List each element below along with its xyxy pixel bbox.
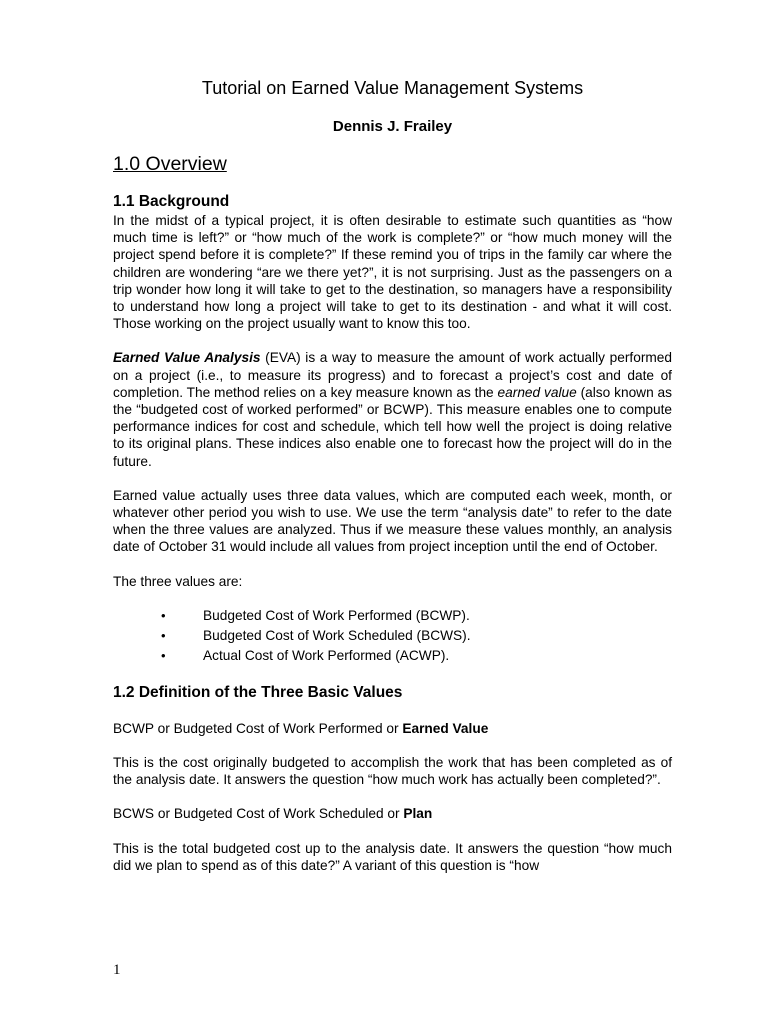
bcws-label-text: BCWS or Budgeted Cost of Work Scheduled or bbox=[113, 806, 404, 822]
bullet-glyph: • bbox=[161, 627, 166, 643]
paragraph-values-intro: The three values are: bbox=[113, 573, 243, 589]
paragraph-bcws-description: This is the total budgeted cost up to the analysis date. It answers the question “how much did we plan to spend as of this date?” A variant of this question is “how bbox=[113, 840, 672, 873]
subsection-heading-definitions: 1.2 Definition of the Three Basic Values bbox=[113, 683, 403, 701]
paragraph-three-values: Earned value actually uses three data values, which are computed each week, month, or whatever other period you wish to use. We use the term “analysis date” to refer to the date when the three values are analyzed. Thus if we measure these values monthly, an analysis date of October 31 would include all values from project inception until the end of October. bbox=[113, 487, 672, 555]
term-earned-value: earned value bbox=[497, 384, 577, 400]
page-content bbox=[113, 76, 672, 874]
paragraph-eva bbox=[113, 349, 672, 469]
bcws-bold-term: Plan bbox=[403, 806, 433, 822]
page-number: 1 bbox=[113, 962, 121, 978]
eva-text-b: (also known as the “budgeted cost of worked performed” or BCWP). This measure enables one to compute performance indices for cost and schedule, which tell how well the project is doing relative to its original plans. These indices also enable one to forecast how the project will do in the future. bbox=[113, 384, 672, 469]
bcwp-label-text: BCWP or Budgeted Cost of Work Performed or bbox=[113, 720, 403, 736]
document-title: Tutorial on Earned Value Management Systems bbox=[201, 78, 584, 98]
subsection-heading-background: 1.1 Background bbox=[113, 193, 230, 210]
list-item bbox=[113, 646, 672, 666]
paragraph-background: In the midst of a typical project, it is often desirable to estimate such quantities as “how much time is left?” or “how much of the work is complete?” or “how much money will the project spend before it is complete?” If these remind you of trips in the family car where the children are wondering “are we there yet?”, it is not surprising. Just as the passengers on a trip wonder how long it will take to get to the destination, so managers have a responsibility to understand how long a project will take to get to its destination - and what it will cost. Those working on the project usually want to know this too. bbox=[113, 213, 672, 332]
eva-text-a: (EVA) is a way to measure the amount of work actually performed on a project (i.e., to measure its progress) and to forecast a project’s cost and date of completion. The method relies on a key measure known as the bbox=[113, 350, 672, 400]
term-earned-value-analysis: Earned Value Analysis bbox=[113, 350, 261, 366]
bullet-glyph: • bbox=[161, 647, 166, 663]
paragraph-bcwp-label bbox=[113, 720, 672, 737]
section-heading-overview: 1.0 Overview bbox=[113, 153, 227, 175]
paragraph-bcwp-description: This is the cost originally budgeted to accomplish the work that has been completed as of the analysis date. It answers the question “how much work has actually been completed?”. bbox=[113, 755, 672, 788]
bcwp-bold-term: Earned Value bbox=[402, 720, 489, 736]
list-item-text: Budgeted Cost of Work Performed (BCWP). bbox=[203, 607, 470, 623]
paragraph-bcws-label bbox=[113, 805, 672, 822]
document-author: Dennis J. Frailey bbox=[332, 118, 453, 135]
list-item bbox=[113, 626, 672, 646]
bullet-glyph: • bbox=[161, 607, 166, 623]
list-item-text: Actual Cost of Work Performed (ACWP). bbox=[203, 647, 450, 663]
list-item bbox=[113, 606, 672, 626]
list-item-text: Budgeted Cost of Work Scheduled (BCWS). bbox=[203, 627, 471, 643]
values-list bbox=[113, 606, 672, 666]
